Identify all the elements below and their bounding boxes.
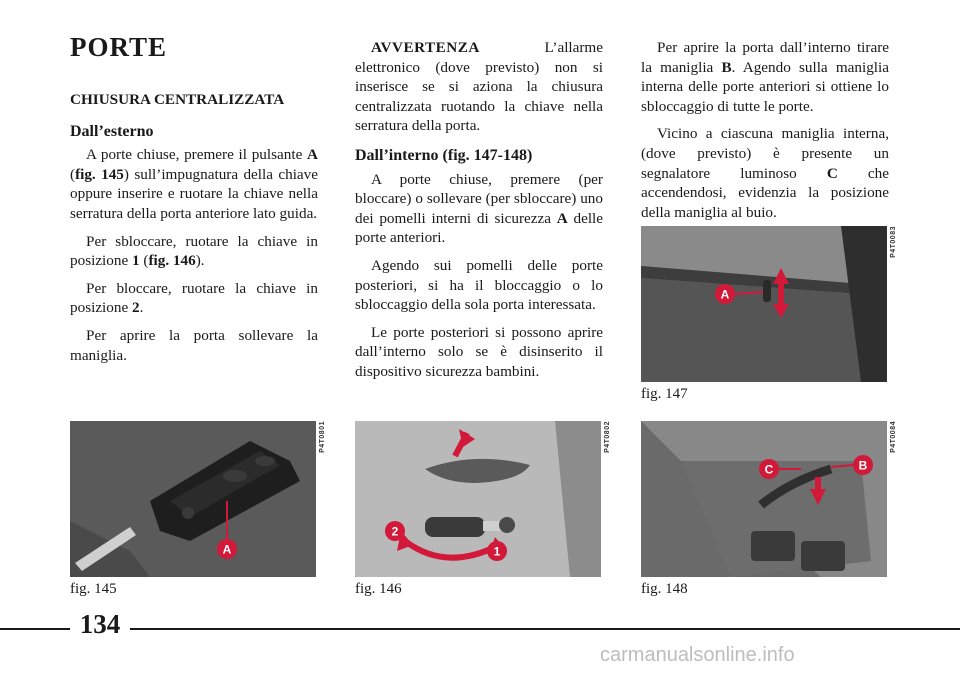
page-number: 134 [79,609,121,639]
footer-rule-right [130,628,960,630]
figure-147-door-lock-knob [641,226,887,382]
figure-145-key [70,421,316,577]
figure-code: P4T0084 [890,421,897,453]
paragraph: Per aprire la porta dall’interno tirare la maniglia B. Agendo sulla maniglia interna delle porte anteriori si ottiene lo sbloccaggio di tutte le porte. [641,39,889,115]
figure-caption: fig. 146 [355,581,402,597]
figure-code: P4T0802 [604,421,611,453]
figure-code: P4T0801 [319,421,326,453]
subheading-exterior: Dall’esterno [70,122,154,140]
svg-text:A: A [222,542,232,557]
svg-text:B: B [858,458,868,473]
paragraph: A porte chiuse, premere il pulsante A (fig. 145) sull’impugnatura della chiave oppure inserire e ruotare la chiave nella serratura della porta anteriore lato guida. [70,146,318,222]
warning-paragraph: AVVERTENZA L’allarme elettronico (dove previsto) non si inserisce se si aziona la chiusura centralizzata ruotando la chiave nella serratura della porta. [355,39,603,135]
figure-caption: fig. 147 [641,386,688,402]
figure-146-door-lock [355,421,601,577]
interior-handle-illustration [641,421,887,577]
paragraph: Le porte posteriori si possono aprire dall’interno solo se è disinserito il dispositivo sicurezza bambini. [355,323,603,380]
figure-code: P4T0083 [890,226,897,258]
figure-148-interior-handle [641,421,887,577]
window-switch [751,531,795,561]
column-3 [641,38,889,230]
window-switch [801,541,845,571]
paragraph: Agendo sui pomelli delle porte posteriori, si ha il bloccaggio o lo sbloccaggio della sola porta interessata. [355,256,603,314]
column-1 [70,90,318,373]
paragraph: Per sbloccare, ruotare la chiave in posizione 1 (fig. 146). [70,232,318,270]
key-fob-illustration [70,421,316,577]
svg-text:A: A [720,287,730,302]
footer-rule-left [0,628,70,630]
paragraph: A porte chiuse, premere (per bloccare) o sollevare (per sbloccare) uno dei pomelli interni di sicurezza A delle porte anteriori. [355,170,604,247]
page-title: PORTE [70,32,168,62]
svg-text:2: 2 [391,524,399,539]
watermark: carmanualsonline.info [600,644,795,666]
paragraph: Vicino a ciascuna maniglia interna, (dove previsto) è presente un segnalatore luminoso C che accendendosi, evidenzia la posizione della maniglia al buio. [641,125,889,221]
figure-caption: fig. 148 [641,581,688,597]
paragraph: Per aprire la porta sollevare la maniglia. [70,326,318,364]
door-interior-illustration [641,226,887,382]
lock-knob [763,280,771,302]
svg-text:C: C [764,462,774,477]
column-2 [355,38,603,390]
key [425,517,485,537]
door-handle-illustration [355,421,601,577]
subheading-interior: Dall’interno (fig. 147-148) [355,146,533,164]
paragraph: Per bloccare, ruotare la chiave in posizione 2. [70,279,318,317]
section-heading: CHIUSURA CENTRALIZZATA [70,91,285,108]
figure-caption: fig. 145 [70,581,117,597]
svg-text:1: 1 [493,544,501,559]
